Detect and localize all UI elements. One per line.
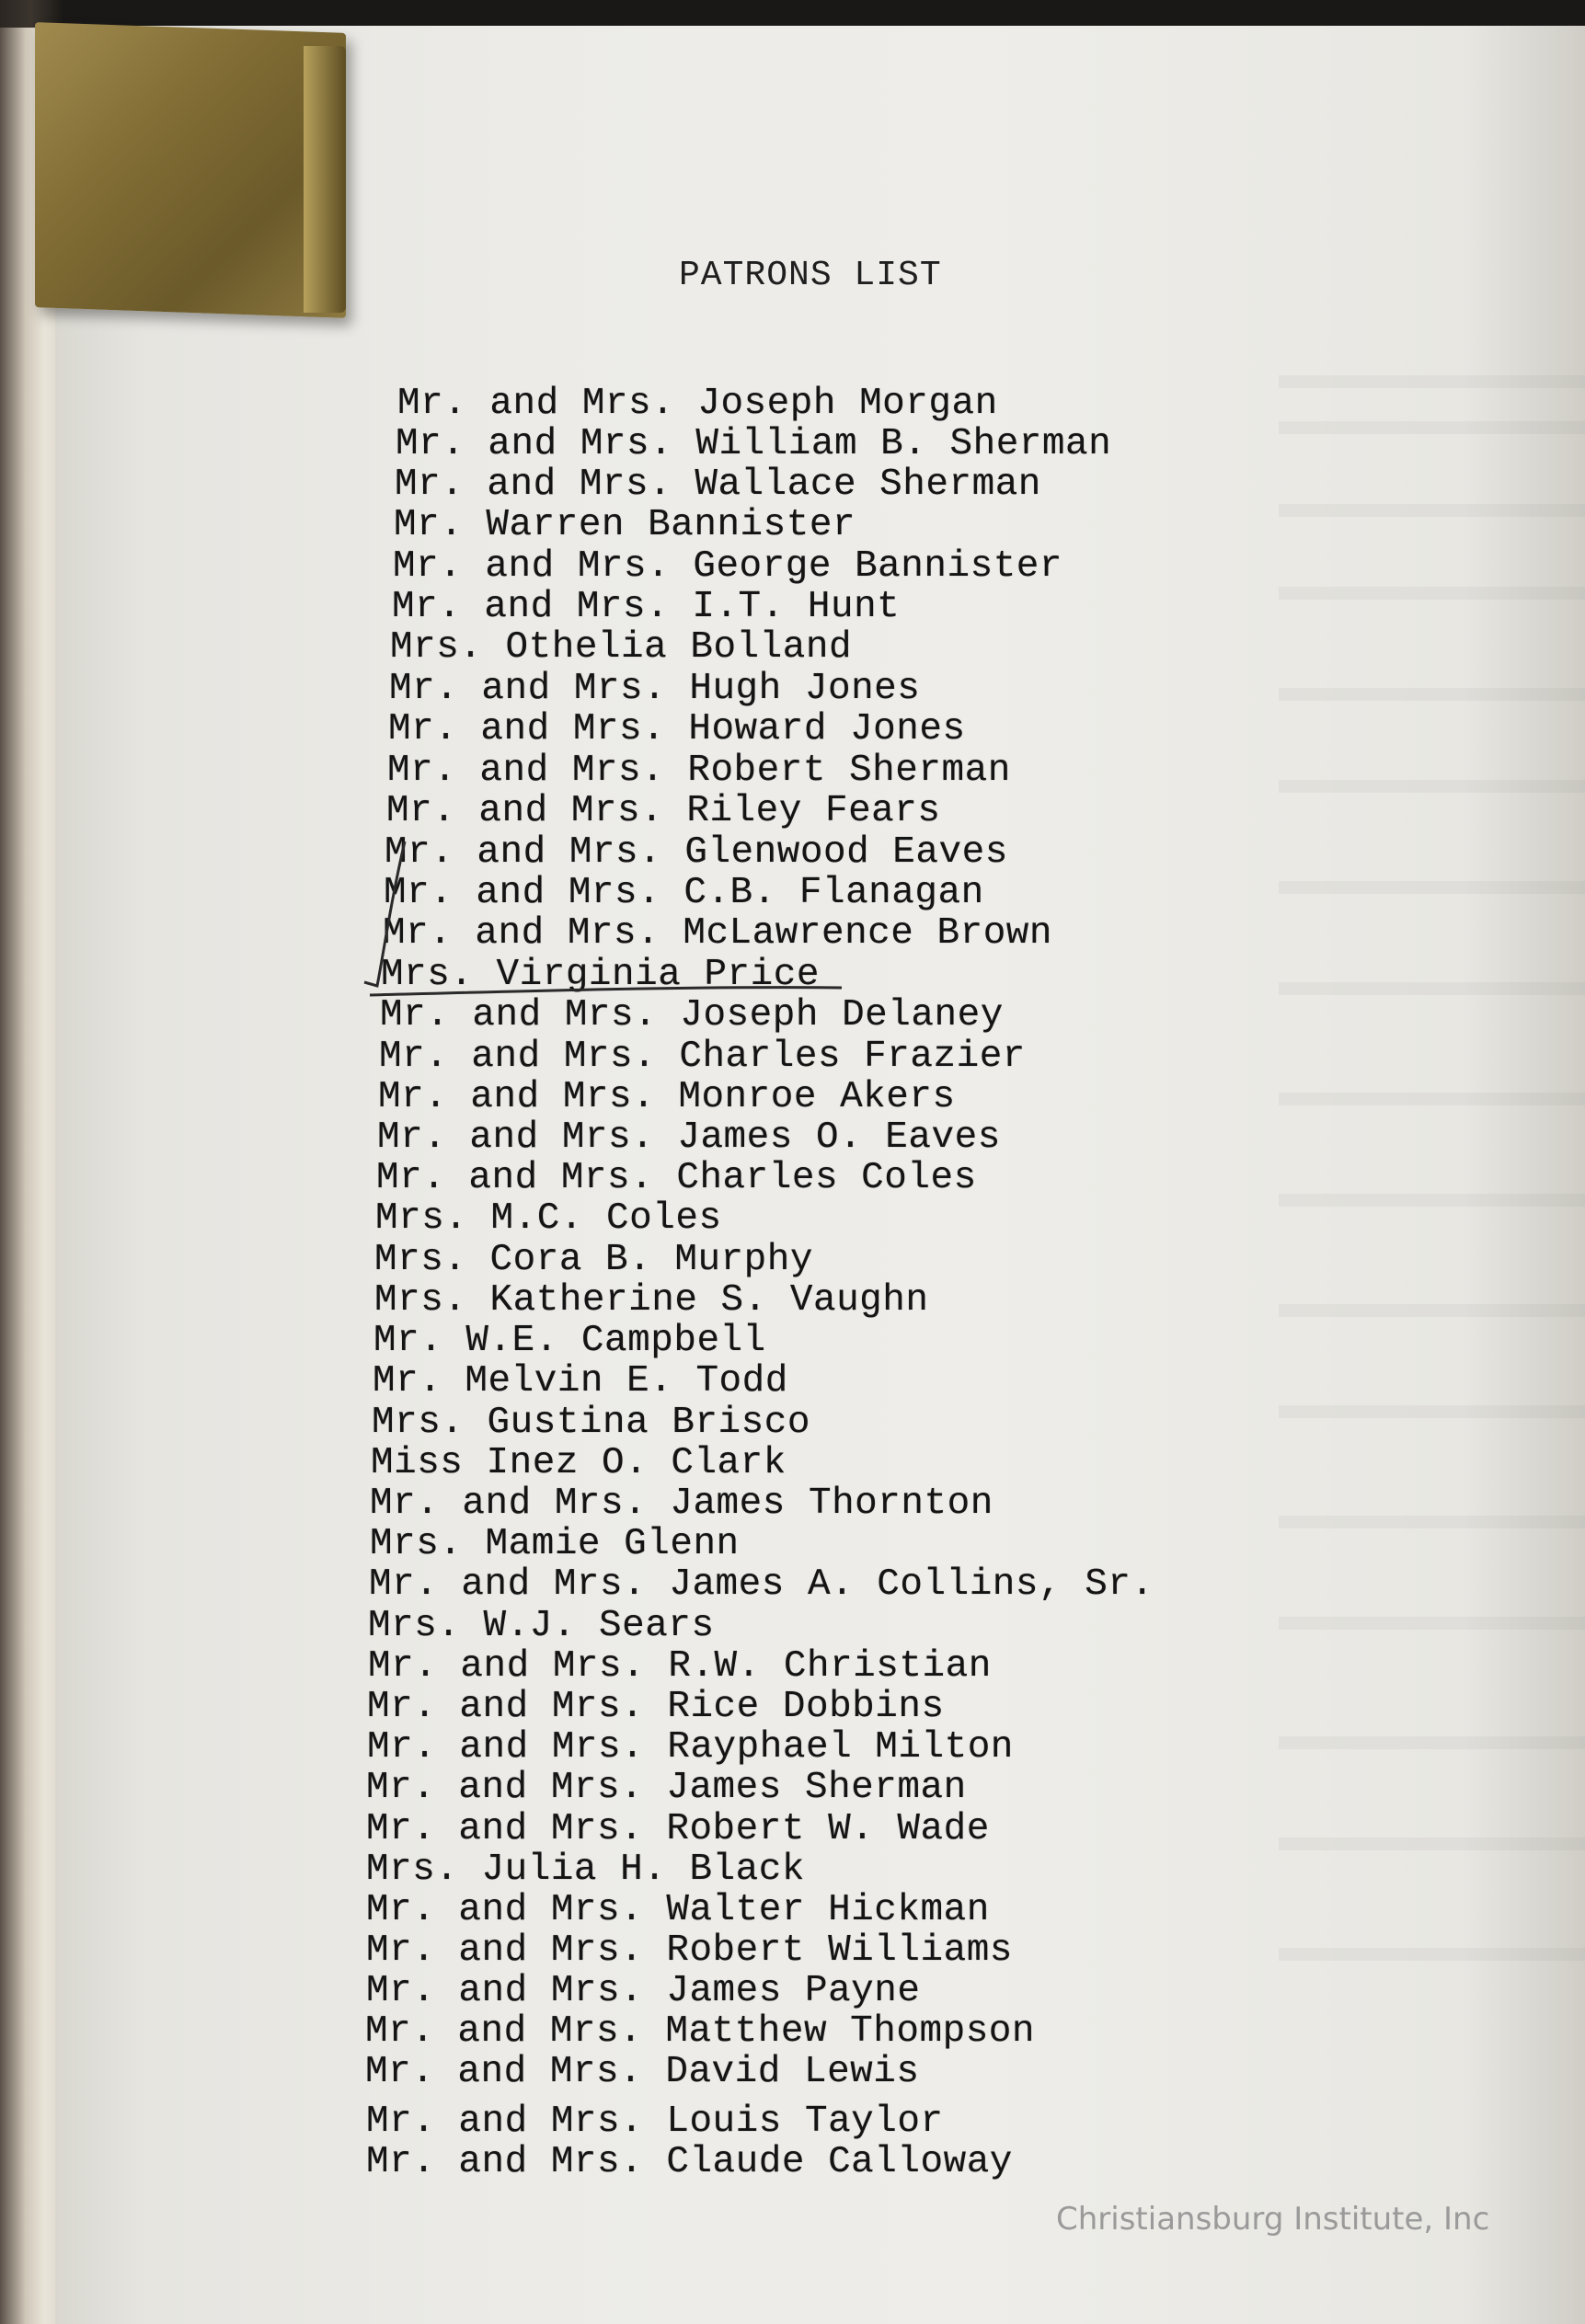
patron-entry: Mr. and Mrs. Matthew Thompson <box>365 2010 1036 2053</box>
patron-entry: Mr. and Mrs. Hugh Jones <box>389 668 921 710</box>
patron-entry: Mrs. Virginia Price <box>381 954 820 996</box>
patron-entry: Mr. and Mrs. Charles Coles <box>376 1157 977 1199</box>
patron-entry: Mr. and Mrs. David Lewis <box>365 2051 920 2093</box>
patron-entry: Mr. and Mrs. Robert Williams <box>366 1929 1013 1972</box>
patron-entry: Mrs. Gustina Brisco <box>372 1402 810 1444</box>
patron-entry: Mr. and Mrs. Robert W. Wade <box>366 1808 990 1850</box>
patron-entry: Mr. and Mrs. Monroe Akers <box>378 1076 956 1118</box>
patron-entry: Mr. Warren Bannister <box>394 504 856 546</box>
patron-entry: Mrs. Julia H. Black <box>366 1849 805 1891</box>
patron-entry: Mr. and Mrs. William B. Sherman <box>396 423 1112 465</box>
patron-entry: Mr. and Mrs. James Sherman <box>366 1767 967 1809</box>
patron-entry: Mr. and Mrs. Claude Calloway <box>366 2141 1013 2183</box>
patron-entry: Mrs. Katherine S. Vaughn <box>374 1279 929 1322</box>
patron-entry: Mr. and Mrs. Rice Dobbins <box>367 1686 945 1728</box>
patron-entry: Mr. and Mrs. Rayphael Milton <box>367 1726 1014 1769</box>
patron-entry: Mr. and Mrs. Joseph Delaney <box>380 994 1004 1036</box>
patron-entry: Mr. Melvin E. Todd <box>373 1360 788 1402</box>
patron-entry: Mr. W.E. Campbell <box>373 1320 766 1362</box>
patron-entry: Mr. and Mrs. James A. Collins, Sr. <box>369 1563 1154 1606</box>
page-title: PATRONS LIST <box>679 256 942 295</box>
patron-entry: Mr. and Mrs. Walter Hickman <box>366 1889 990 1931</box>
watermark-credit: Christiansburg Institute, Inc <box>1056 2201 1490 2238</box>
patron-entry: Mr. and Mrs. James O. Eaves <box>377 1116 1001 1159</box>
patron-entry: Mr. and Mrs. George Bannister <box>393 545 1063 588</box>
patron-entry: Mr. and Mrs. James Thornton <box>370 1483 993 1525</box>
patron-entry: Mr. and Mrs. R.W. Christian <box>368 1645 992 1688</box>
patron-entry: Mr. and Mrs. Joseph Morgan <box>397 383 998 425</box>
patron-entry: Mr. and Mrs. Louis Taylor <box>366 2101 944 2143</box>
patron-entry: Mr. and Mrs. James Payne <box>366 1970 921 2012</box>
patron-entry: Mr. and Mrs. Wallace Sherman <box>395 464 1041 506</box>
patron-entry: Mr. and Mrs. McLawrence Brown <box>383 912 1053 955</box>
patron-entry: Mrs. Othelia Bolland <box>390 626 853 669</box>
patron-entry: Mr. and Mrs. C.B. Flanagan <box>384 872 984 914</box>
patron-entry: Miss Inez O. Clark <box>371 1442 787 1484</box>
patron-entry: Mrs. Mamie Glenn <box>370 1523 740 1565</box>
patron-entry: Mrs. W.J. Sears <box>368 1605 715 1647</box>
patron-entry: Mr. and Mrs. Robert Sherman <box>387 750 1011 792</box>
patron-entry: Mrs. Cora B. Murphy <box>374 1239 813 1281</box>
patron-entry: Mr. and Mrs. Riley Fears <box>386 790 941 832</box>
patron-entry: Mr. and Mrs. Charles Frazier <box>379 1036 1026 1078</box>
patron-entry: Mrs. M.C. Coles <box>375 1197 722 1240</box>
patron-entry: Mr. and Mrs. I.T. Hunt <box>392 586 901 628</box>
patron-entry: Mr. and Mrs. Glenwood Eaves <box>385 831 1008 874</box>
patron-entry: Mr. and Mrs. Howard Jones <box>388 708 966 750</box>
